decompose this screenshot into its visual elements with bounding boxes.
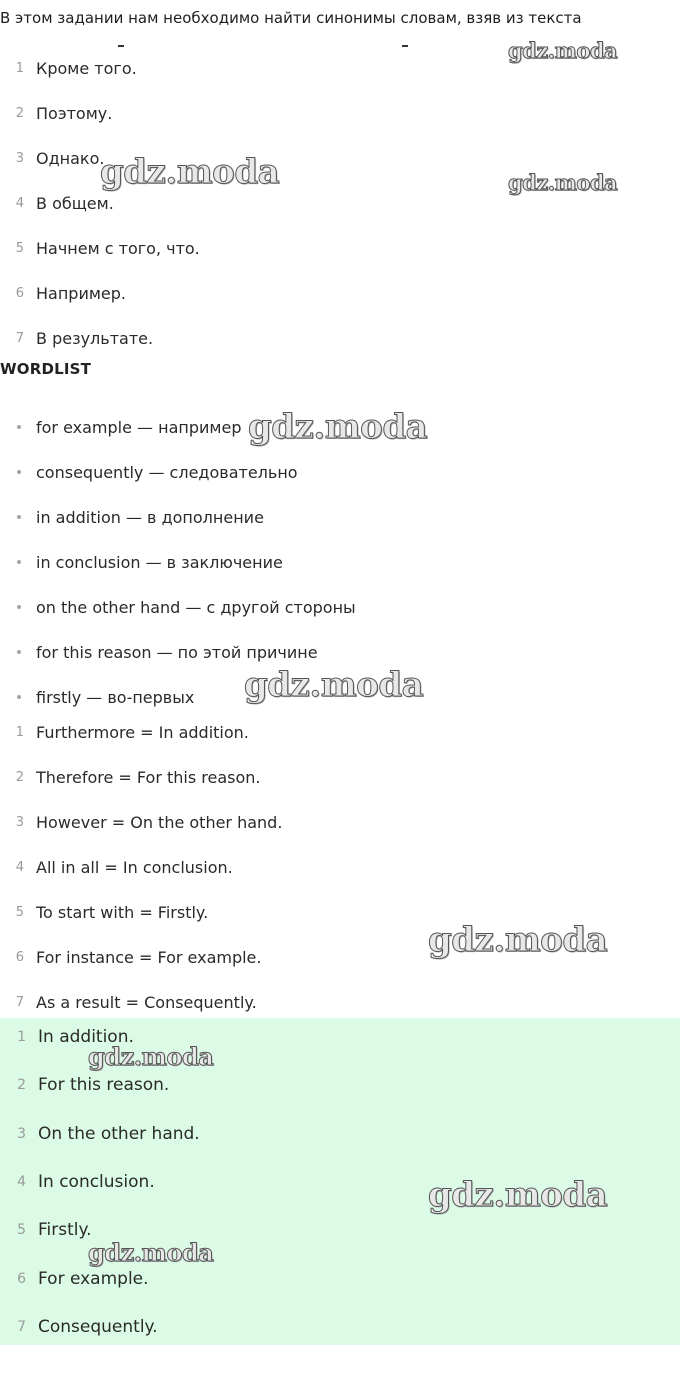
answer-item (0, 1266, 149, 1292)
bullet-icon (17, 650, 21, 654)
item-number: 3 (15, 814, 24, 830)
list-item (0, 101, 112, 125)
answer-block (0, 1018, 680, 1345)
item-text: To start with = Firstly. (36, 902, 209, 922)
answer-item (0, 1217, 92, 1243)
list-item (0, 56, 137, 80)
answer-text: For this reason. (38, 1075, 170, 1095)
wordlist-text: for example — например (36, 417, 242, 437)
wordlist-item (0, 640, 318, 664)
wordlist-text: consequently — следовательно (36, 462, 298, 482)
watermark: gdz.moda (508, 170, 618, 195)
item-number: 6 (15, 285, 24, 301)
list-item (0, 281, 126, 305)
list-item (0, 146, 104, 170)
wordlist-item (0, 550, 283, 574)
list-item (0, 236, 200, 260)
item-text: For instance = For example. (36, 947, 262, 967)
list-item (0, 900, 208, 924)
item-text: Начнем с того, что. (36, 238, 200, 258)
item-number: 5 (15, 904, 24, 920)
answer-number: 7 (17, 1319, 26, 1335)
item-text: В общем. (36, 193, 114, 213)
bullet-icon (17, 515, 21, 519)
item-number: 1 (15, 724, 24, 740)
list-item (0, 990, 257, 1014)
list-item (0, 855, 233, 879)
wordlist-text: in addition — в дополнение (36, 507, 264, 527)
answer-number: 1 (17, 1029, 26, 1045)
wordlist-text: firstly — во-первых (36, 687, 195, 707)
answer-item (0, 1121, 200, 1147)
answer-item (0, 1169, 155, 1195)
answer-number: 5 (17, 1222, 26, 1238)
item-text: Поэтому. (36, 103, 113, 123)
answer-text: In conclusion. (38, 1172, 155, 1192)
watermark: gdz.moda (88, 1042, 214, 1071)
watermark: gdz.moda (244, 665, 424, 705)
item-text: Кроме того. (36, 58, 137, 78)
list-item (0, 720, 249, 744)
wordlist-item (0, 505, 264, 529)
wordlist-item (0, 685, 194, 709)
item-text: All in all = In conclusion. (36, 857, 233, 877)
item-number: 4 (15, 859, 24, 875)
item-text: As a result = Consequently. (36, 992, 257, 1012)
answer-text: For example. (38, 1269, 149, 1289)
answer-item (0, 1314, 158, 1340)
answer-number: 6 (17, 1271, 26, 1287)
answer-text: In addition. (38, 1027, 134, 1047)
watermark: gdz.moda (100, 152, 280, 192)
bullet-icon (17, 470, 21, 474)
watermark: gdz.moda (428, 1175, 608, 1215)
wordlist-item (0, 595, 356, 619)
list-item (0, 191, 114, 215)
watermark: gdz.moda (88, 1238, 214, 1267)
stray-mark (402, 45, 408, 47)
bullet-icon (17, 425, 21, 429)
item-text: Однако. (36, 148, 105, 168)
item-number: 7 (15, 994, 24, 1010)
stray-mark (118, 45, 124, 47)
item-text: Например. (36, 283, 127, 303)
item-text: В результате. (36, 328, 154, 348)
intro-text: В этом задании нам необходимо найти синонимы словам, взяв из текста (0, 9, 582, 27)
answer-text: Consequently. (38, 1317, 158, 1337)
bullet-icon (17, 695, 21, 699)
answer-number: 3 (17, 1126, 26, 1142)
watermark: gdz.moda (428, 920, 608, 960)
list-item (0, 326, 153, 350)
item-text: Therefore = For this reason. (36, 767, 261, 787)
wordlist-item (0, 460, 298, 484)
answer-text: Firstly. (38, 1220, 92, 1240)
wordlist-text: on the other hand — с другой стороны (36, 597, 356, 617)
item-number: 1 (15, 60, 24, 76)
answer-text: On the other hand. (38, 1124, 200, 1144)
wordlist-text: for this reason — по этой причине (36, 642, 318, 662)
list-item (0, 765, 261, 789)
wordlist-item (0, 415, 241, 439)
answer-item (0, 1072, 169, 1098)
item-text: However = On the other hand. (36, 812, 283, 832)
item-number: 5 (15, 240, 24, 256)
watermark: gdz.moda (508, 38, 618, 63)
wordlist-text: in conclusion — в заключение (36, 552, 283, 572)
item-text: Furthermore = In addition. (36, 722, 249, 742)
bullet-icon (17, 560, 21, 564)
item-number: 2 (15, 769, 24, 785)
item-number: 4 (15, 195, 24, 211)
wordlist-heading: WORDLIST (0, 360, 92, 378)
watermark: gdz.moda (248, 407, 428, 447)
list-item (0, 945, 261, 969)
item-number: 3 (15, 150, 24, 166)
item-number: 6 (15, 949, 24, 965)
bullet-icon (17, 605, 21, 609)
list-item (0, 810, 282, 834)
item-number: 2 (15, 105, 24, 121)
answer-item (0, 1024, 134, 1050)
answer-number: 2 (17, 1077, 26, 1093)
item-number: 7 (15, 330, 24, 346)
answer-number: 4 (17, 1174, 26, 1190)
